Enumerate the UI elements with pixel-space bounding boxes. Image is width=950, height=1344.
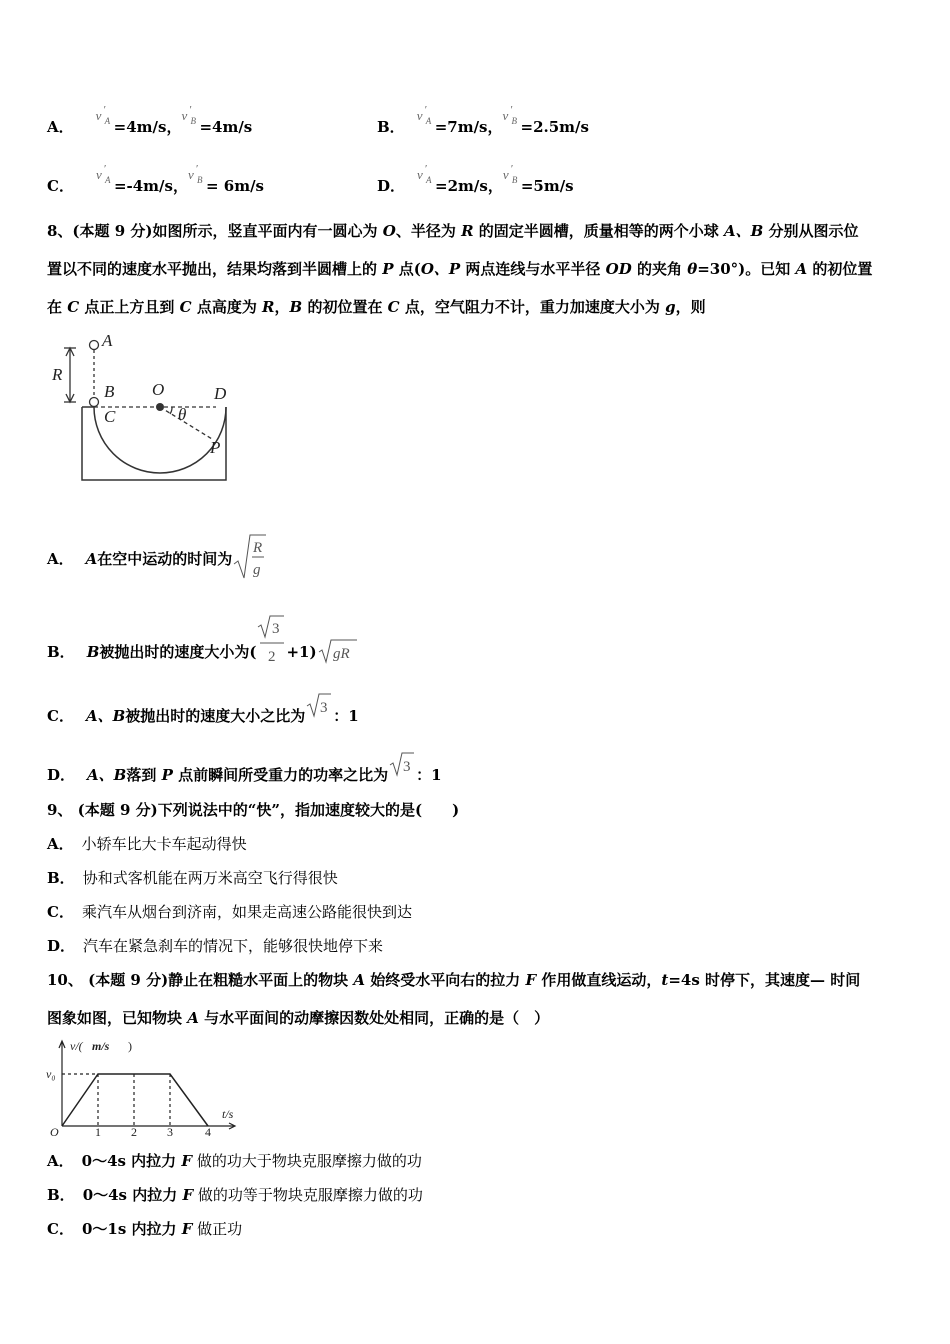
q9-option-d: D． 汽车在紧急刹车的情况下，能够很快地停下来 — [47, 937, 384, 955]
q9-option-a: A． 小轿车比大卡车起动得快 — [47, 835, 247, 853]
label-b: B — [104, 382, 115, 401]
v-axis-unit: m/s — [92, 1039, 110, 1053]
va-symbol: v ′ A — [416, 104, 432, 126]
sqrt-gr — [317, 638, 359, 664]
tick-1: 1 — [95, 1125, 101, 1138]
q8-stem-line2: 置以不同的速度水平抛出，结果均落到半圆槽上的 P 点(O、P 两点连线与水平半径 OD 的夹角 θ=30°)。已知 A 的初位置 — [47, 260, 873, 278]
q7-option-d: D． v ′ A =2m/s， v ′ B =5m/s — [377, 163, 574, 195]
theta-arc — [170, 407, 172, 414]
velocity-curve — [62, 1074, 208, 1126]
vb-symbol: v ′ B — [181, 104, 196, 126]
label-o: O — [152, 380, 165, 399]
q9-option-b: B． 协和式客机能在两万米高空飞行得很快 — [47, 869, 338, 887]
svg-text:3: 3 — [272, 621, 280, 637]
v0-label: v₀ — [46, 1067, 56, 1081]
vb-symbol: v ′ B — [502, 163, 518, 185]
q8-option-a: A． A在空中运动的时间为 R g — [47, 532, 266, 582]
tick-3: 3 — [167, 1125, 173, 1138]
sqrt-r-over-g — [232, 532, 266, 582]
q10-stem-line1: 10、 (本题 9 分)静止在粗糙水平面上的物块 A 始终受水平向右的拉力 F 作用做直线运动，t=4s 时停下，其速度— 时间 — [47, 971, 861, 989]
label-a: A — [102, 332, 113, 350]
label-d: D — [214, 384, 227, 403]
ball-b — [90, 398, 99, 407]
q7-option-c: C． v ′ A =-4m/s， v ′ B = 6m/s — [47, 163, 265, 195]
q8-option-b: B． B被抛出时的速度大小为( 3 2 +1) gR — [47, 615, 359, 669]
sqrt3-c — [305, 692, 333, 718]
q10-stem-line2: 图象如图，已知物块 A 与水平面间的动摩擦因数处处相同，正确的是（ ） — [47, 1009, 550, 1027]
q9-option-c: C． 乘汽车从烟台到济南，如果走高速公路能很快到达 — [47, 903, 412, 921]
label-r: R — [52, 365, 63, 384]
q7-option-b: B． v ′ A =7m/s， v ′ B =2.5m/s — [377, 104, 589, 136]
sqrt3-over-2 — [256, 615, 286, 669]
svg-text:R: R — [253, 540, 263, 556]
tick-4: 4 — [205, 1125, 211, 1138]
q10-option-c: C． 0～1s 内拉力 F 做正功 — [47, 1220, 243, 1238]
q8-semicircle-figure — [48, 332, 238, 487]
v-axis-label: v/( — [70, 1039, 83, 1053]
origin-label: O — [50, 1125, 59, 1138]
svg-text:3: 3 — [403, 759, 411, 775]
center-o — [156, 403, 164, 411]
label-p: P — [210, 438, 221, 457]
ball-a — [90, 341, 99, 350]
t-axis-label: t/s — [222, 1107, 234, 1121]
label-theta: θ — [178, 405, 187, 424]
svg-text:g: g — [253, 562, 261, 578]
q8-stem-line1: 8、(本题 9 分)如图所示，竖直平面内有一圆心为 O、半径为 R 的固定半圆槽，质量相等的两个小球 A、B 分别从图示位 — [47, 222, 859, 240]
q9-stem: 9、 (本题 9 分)下列说法中的“快”，指加速度较大的是( ) — [47, 801, 460, 819]
q8-stem-line3: 在 C 点正上方且到 C 点高度为 R，B 的初位置在 C 点，空气阻力不计，重力加速度大小为 g，则 — [47, 298, 706, 316]
va-symbol: v ′ A — [95, 163, 111, 185]
q8-option-c: C． A、B被抛出时的速度大小之比为 3 ：1 — [47, 692, 359, 726]
va-symbol: v ′ A — [417, 163, 432, 185]
label-c: C — [104, 407, 116, 426]
q8-option-d: D． A、B落到 P 点前瞬间所受重力的功率之比为 3 ：1 — [47, 751, 442, 785]
vb-symbol: v ′ B — [502, 104, 517, 126]
svg-text:3: 3 — [320, 700, 328, 716]
v-axis-close: ) — [128, 1039, 132, 1053]
sqrt3-d — [388, 751, 416, 777]
q10-option-b: B． 0～4s 内拉力 F 做的功等于物块克服摩擦力做的功 — [47, 1186, 423, 1204]
tick-2: 2 — [131, 1125, 137, 1138]
q10-option-a: A． 0～4s 内拉力 F 做的功大于物块克服摩擦力做的功 — [47, 1152, 422, 1170]
svg-text:2: 2 — [268, 649, 276, 665]
q7-option-a: A． v ′ A =4m/s， v ′ B =4m/s — [47, 104, 253, 136]
vb-symbol: v ′ B — [187, 163, 203, 185]
svg-text:gR: gR — [332, 646, 350, 662]
va-symbol: v ′ A — [95, 104, 111, 126]
q10-vt-graph — [44, 1038, 244, 1138]
